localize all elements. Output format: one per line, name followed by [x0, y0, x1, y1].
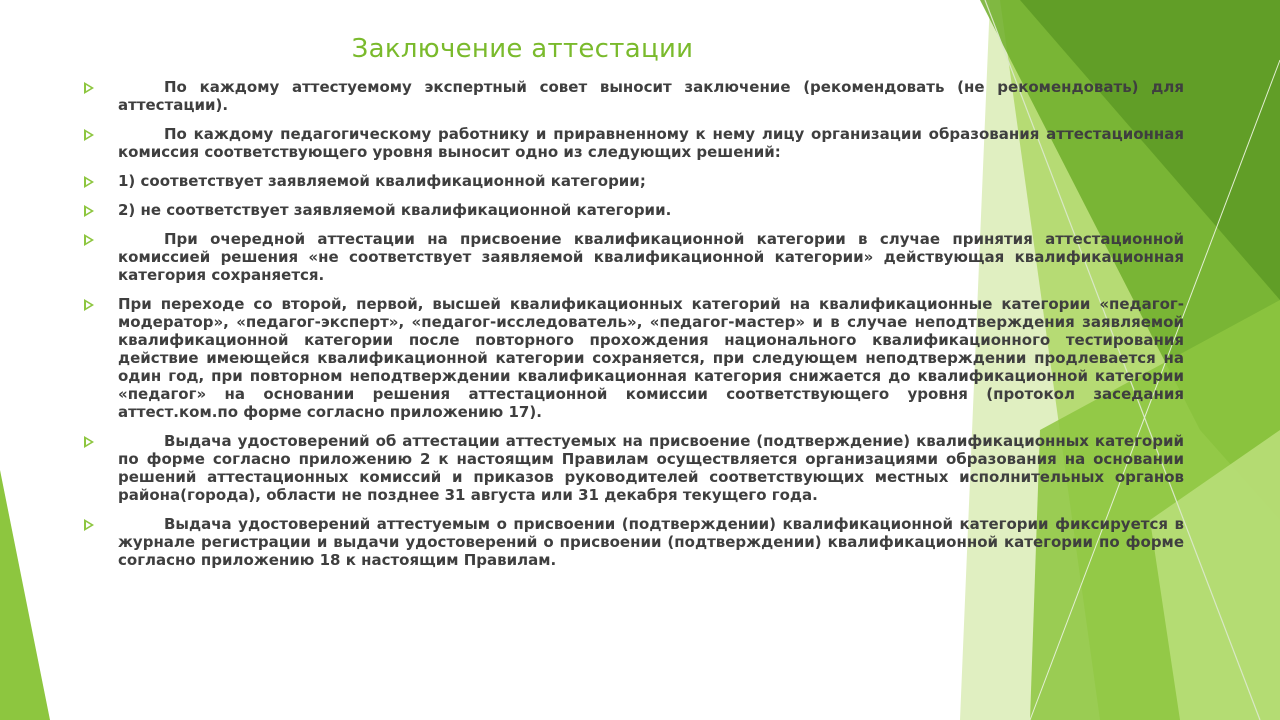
bullet-item — [84, 125, 1184, 161]
bullet-arrow-icon — [84, 205, 94, 217]
bullet-arrow-icon — [84, 519, 94, 531]
slide-title: Заключение аттестации — [351, 34, 694, 64]
bullet-text: По каждому педагогическому работнику и приравненному к нему лицу организации образования аттестационная комиссия соответствующего уровня выносит одно из следующих решений: — [118, 125, 1184, 161]
bullet-text: 2) не соответствует заявляемой квалификационной категории. — [118, 201, 672, 219]
bullet-arrow-icon — [84, 299, 94, 311]
bullet-text: Выдача удостоверений об аттестации аттестуемых на присвоение (подтверждение) квалификационных категорий по форме согласно приложению 2 к настоящим Правилам осуществляется организациями образования на основании решений аттестационных комиссий и приказов руководителей соответствующих местных исполнительных органов района(города), области не позднее 31 августа или 31 декабря текущего года. — [118, 432, 1184, 504]
bullet-text: При очередной аттестации на присвоение квалификационной категории в случае принятия аттестационной комиссией решения «не соответствует заявляемой квалификационной категории» действующая квалификационная категория сохраняется. — [118, 230, 1184, 284]
left-green-wedge — [0, 470, 50, 720]
bullet-text: При переходе со второй, первой, высшей квалификационных категорий на квалификационные категории «педагог-модератор», «педагог-эксперт», «педагог-исследователь», «педагог-мастер» и в случае неподтверждения заявляемой квалификационной категории после повторного прохождения национального квалификационного тестирования действие имеющейся квалификационной категории сохраняется, при следующем неподтверждении продлевается на один год, при повторном неподтверждении квалификационная категория снижается до квалификационной категории «педагог» на основании решения аттестационной комиссии соответствующего уровня (протокол заседания аттест.ком.по форме согласно приложению 17). — [118, 295, 1184, 421]
bullet-arrow-icon — [84, 82, 94, 94]
bullet-text: 1) соответствует заявляемой квалификационной категории; — [118, 172, 646, 190]
bullet-item — [84, 515, 1184, 569]
bullet-item — [84, 432, 1184, 504]
bullet-item — [84, 295, 1184, 421]
bullet-arrow-icon — [84, 129, 94, 141]
bullet-list — [84, 78, 1184, 580]
bullet-item — [84, 78, 1184, 114]
bullet-item — [84, 172, 1184, 190]
bullet-item — [84, 201, 1184, 219]
bullet-item — [84, 230, 1184, 284]
bullet-arrow-icon — [84, 436, 94, 448]
bullet-arrow-icon — [84, 176, 94, 188]
bullet-text: Выдача удостоверений аттестуемым о присвоении (подтверждении) квалификационной категории фиксируется в журнале регистрации и выдачи удостоверений о присвоении (подтверждении) квалификационной категории по форме согласно приложению 18 к настоящим Правилам. — [118, 515, 1184, 569]
bullet-text: По каждому аттестуемому экспертный совет выносит заключение (рекомендовать (не рекомендовать) для аттестации). — [118, 78, 1184, 114]
bullet-arrow-icon — [84, 234, 94, 246]
